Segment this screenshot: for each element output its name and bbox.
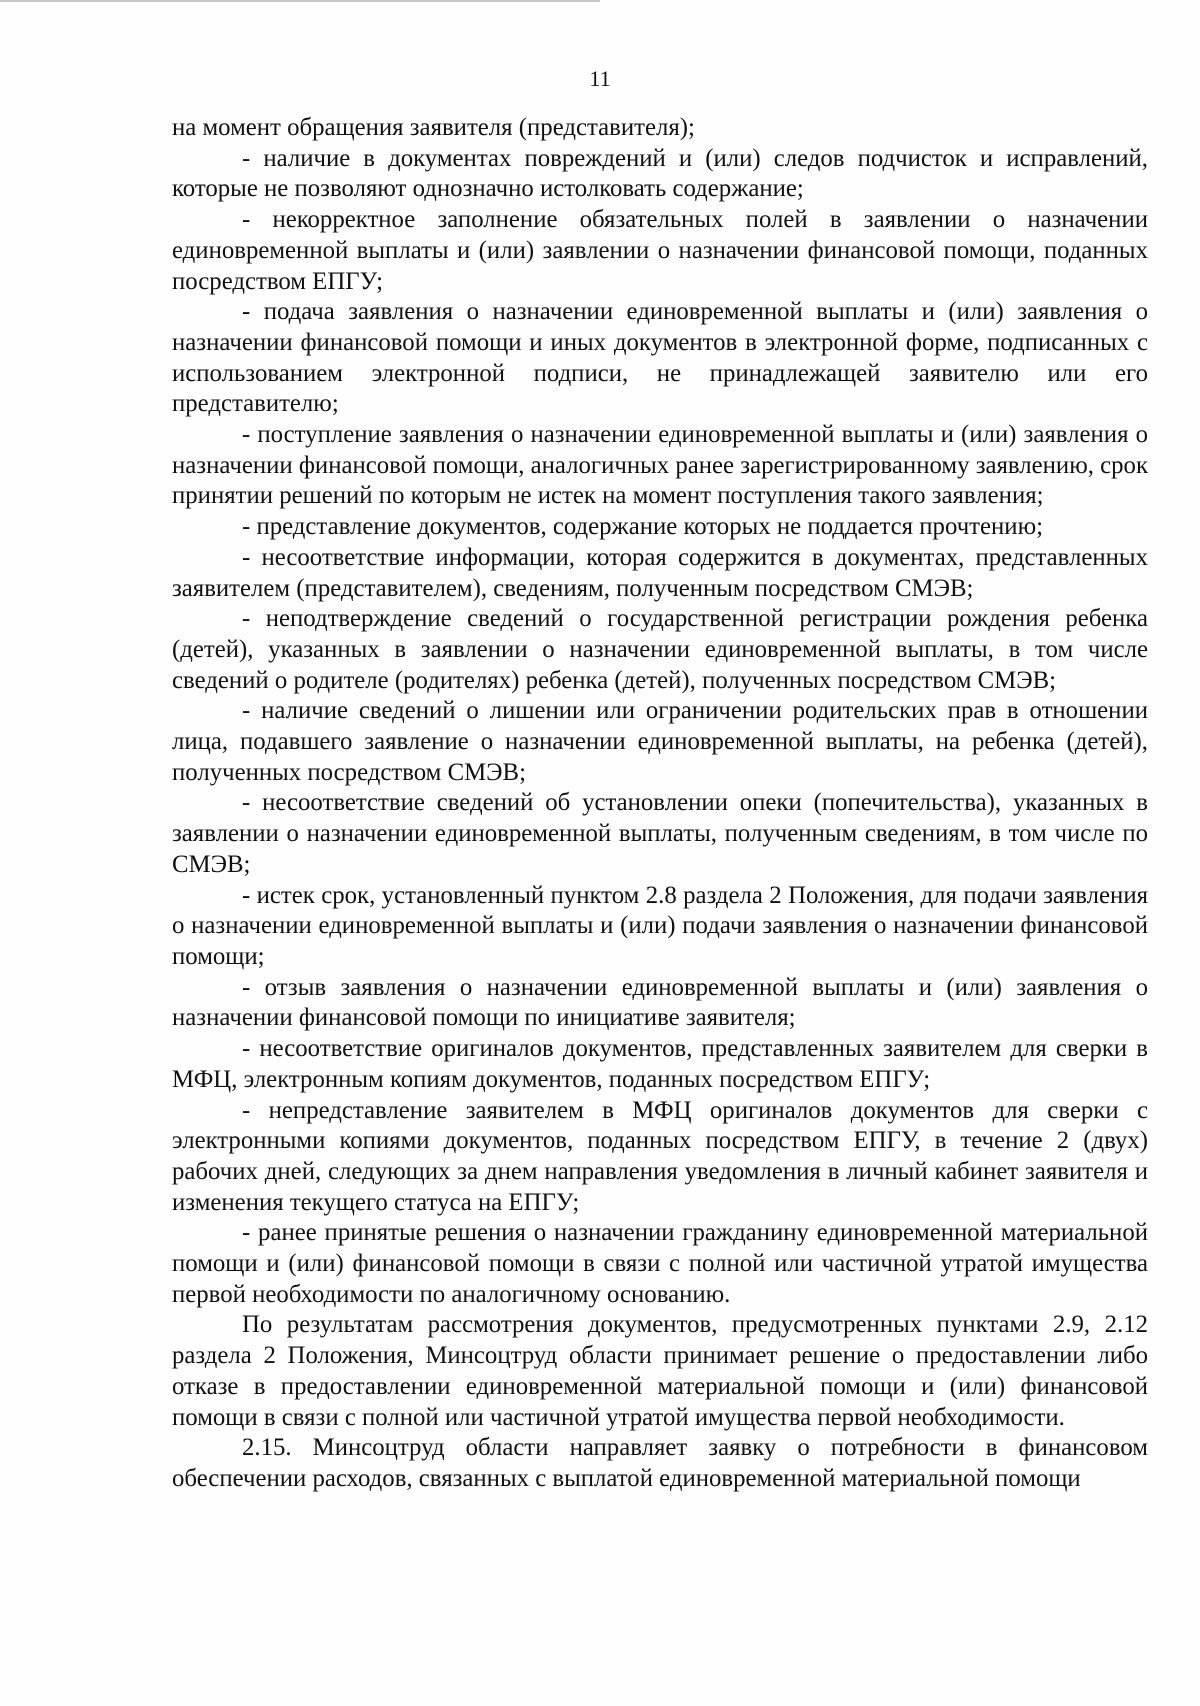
paragraph: - неподтверждение сведений о государственной регистрации рождения ребенка (детей), указанных в заявлении о назначении единовременной выплаты, в том числе сведений о родителе (родителях) ребенка (детей), полученных посредством СМЭВ; xyxy=(172,605,1148,694)
paragraph: - наличие сведений о лишении или ограничении родительских прав в отношении лица, подавшего заявление о назначении единовременной выплаты, на ребенка (детей), полученных посредством СМЭВ; xyxy=(172,697,1148,786)
paragraph: - несоответствие оригиналов документов, представленных заявителем для сверки в МФЦ, электронным копиям документов, поданных посредством ЕПГУ; xyxy=(172,1035,1148,1093)
page-number: 11 xyxy=(589,66,611,91)
paragraph: - несоответствие сведений об установлении опеки (попечительства), указанных в заявлении о назначении единовременной выплаты, полученным сведениям, в том числе по СМЭВ; xyxy=(172,789,1148,878)
paragraph: - несоответствие информации, которая содержится в документах, представленных заявителем (представителем), сведениям, полученным посредством СМЭВ; xyxy=(172,543,1148,602)
paragraph: По результатам рассмотрения документов, предусмотренных пунктами 2.9, 2.12 раздела 2 Положения, Минсоцтруд области принимает решение о предоставлении либо отказе в предоставлении единовременной материальной помощи и (или) финансовой помощи в связи с полной или частичной утратой имущества первой необходимости. xyxy=(172,1311,1148,1431)
paragraph: - некорректное заполнение обязательных полей в заявлении о назначении единовременной выплаты и (или) заявлении о назначении финансовой помощи, поданных посредством ЕПГУ; xyxy=(172,206,1148,295)
paragraph: - представление документов, содержание которых не поддается прочтению; xyxy=(242,513,1043,541)
paragraph: - ранее принятые решения о назначении гражданину единовременной материальной помощи и (или) финансовой помощи в связи с полной или частичной утратой имущества первой необходимости по аналогичному основанию. xyxy=(172,1219,1148,1308)
paragraph: - наличие в документах повреждений и (или) следов подчисток и исправлений, которые не позволяют однозначно истолковать содержание; xyxy=(172,144,1148,203)
paragraph: - истек срок, установленный пунктом 2.8 раздела 2 Положения, для подачи заявления о назначении единовременной выплаты и (или) подачи заявления о назначении финансовой помощи; xyxy=(172,881,1148,970)
scan-edge-line xyxy=(0,0,600,2)
paragraph: - поступление заявления о назначении единовременной выплаты и (или) заявления о назначении финансовой помощи, аналогичных ранее зарегистрированному заявлению, срок принятии решений по которым не истек на момент поступления такого заявления; xyxy=(172,421,1148,510)
paragraph: - подача заявления о назначении единовременной выплаты и (или) заявления о назначении финансовой помощи и иных документов в электронной форме, подписанных с использованием электронной подписи, не принадлежащей заявителю или его представителю; xyxy=(172,298,1148,418)
paragraph: 2.15. Минсоцтруд области направляет заявку о потребности в финансовом обеспечении расходов, связанных с выплатой единовременной материальной помощи xyxy=(172,1434,1148,1492)
paragraph: на момент обращения заявителя (представителя); xyxy=(172,114,695,141)
paragraph: - отзыв заявления о назначении единовременной выплаты и (или) заявления о назначении финансовой помощи по инициативе заявителя; xyxy=(172,973,1148,1032)
paragraph: - непредставление заявителем в МФЦ оригиналов документов для сверки с электронными копиями документов, поданных посредством ЕПГУ, в течение 2 (двух) рабочих дней, следующих за днем направления уведомления в личный кабинет заявителя и изменения текущего статуса на ЕПГУ; xyxy=(172,1096,1148,1216)
body-text xyxy=(172,113,1148,1495)
